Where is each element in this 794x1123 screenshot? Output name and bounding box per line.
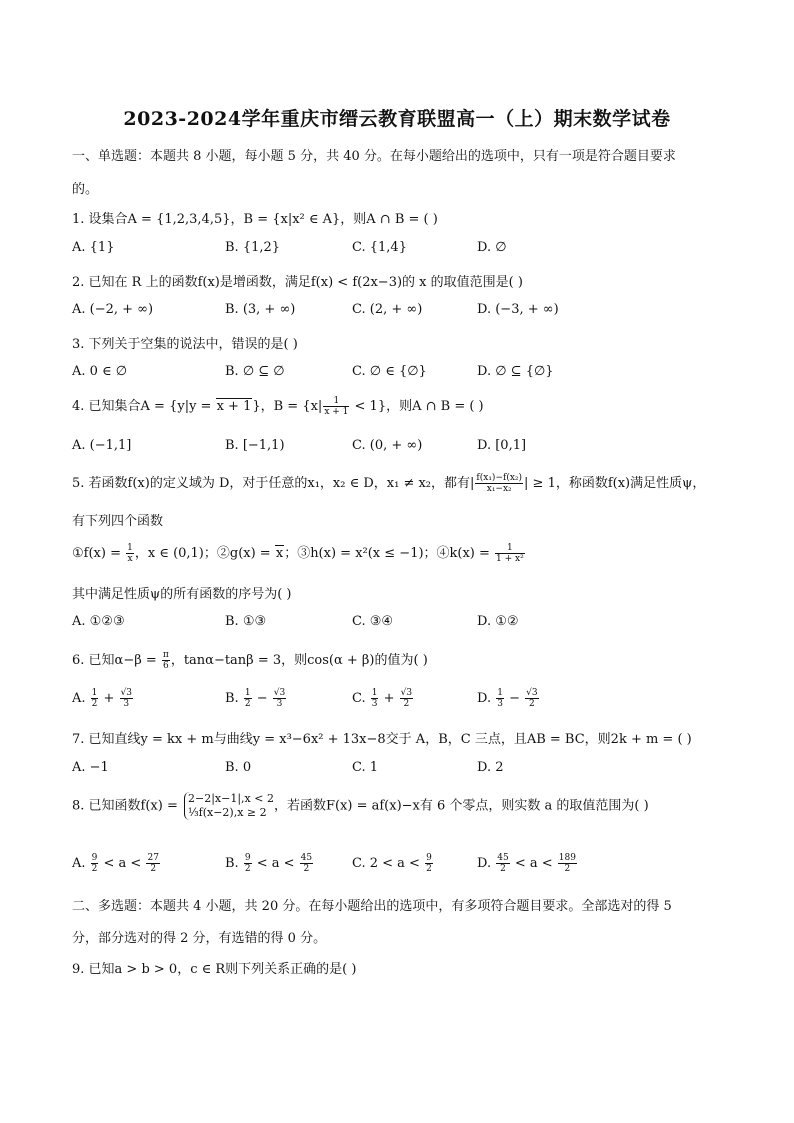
q6-option-c: C. $\frac{1}{3}$ + $\frac{√3}{2}$ bbox=[352, 688, 413, 709]
fraction: $\frac{\text{f(x₁)−f(x₂)}}{\text{x₁−x₂}}$ bbox=[476, 473, 523, 494]
q5-option-c: C. ③④ bbox=[352, 614, 394, 629]
q5-option-a: A. ①②③ bbox=[72, 614, 125, 629]
question-6-options bbox=[72, 688, 632, 716]
q1-option-d: D. ∅ bbox=[477, 240, 507, 255]
question-8-stem: 8. 已知函数f(x) = 2−2|x−1|,x < 2 ⅓f(x−2),x ≥ 2 ，若函数F(x) = af(x)−x有 6 个零点，则实数 a 的取值范围为( ) bbox=[72, 792, 649, 819]
question-8-options bbox=[72, 853, 632, 881]
question-2-stem: 2. 已知在 R 上的函数f(x)是增函数，满足f(x) < f(2x−3)的 x 的取值范围是( ) bbox=[72, 275, 523, 290]
q2-option-b: B. (3, + ∞) bbox=[225, 302, 296, 317]
question-7-options bbox=[72, 760, 632, 782]
question-5-line4: 其中满足性质ψ的所有函数的序号为( ) bbox=[72, 587, 292, 602]
question-5-functions: ①f(x) = $\frac{1}{x}$ ，x ∈ (0,1)；②g(x) = x；③h(x) = x²(x ≤ −1)；④k(x) = $\frac{1}{\text{1 + x²}}$ bbox=[72, 543, 524, 564]
section-1-header-cont: 的。 bbox=[72, 182, 99, 197]
q7-option-b: B. 0 bbox=[225, 760, 252, 775]
q8-option-d: D. $\frac{45}{2}$ < a < $\frac{189}{2}$ bbox=[477, 853, 576, 874]
sqrt-expression: x bbox=[275, 546, 284, 561]
q1-option-a: A. {1} bbox=[72, 240, 115, 255]
question-4-options bbox=[72, 438, 632, 460]
q2-option-a: A. (−2, + ∞) bbox=[72, 302, 154, 317]
question-4-stem: 4. 已知集合A = {y|y = x + 1}，B = {x| $\frac{1}{x + 1}$ < 1}，则A ∩ B = ( ) bbox=[72, 396, 484, 417]
q7-option-a: A. −1 bbox=[72, 760, 109, 775]
question-3-options bbox=[72, 364, 632, 386]
fraction: $\frac{\pi}{6}$ bbox=[162, 650, 169, 671]
q3-option-b: B. ∅ ⊆ ∅ bbox=[225, 364, 285, 379]
sqrt-expression: x + 1 bbox=[216, 399, 252, 414]
q7-option-d: D. 2 bbox=[477, 760, 504, 775]
question-1-options bbox=[72, 240, 632, 262]
fraction: $\frac{1}{x}$ bbox=[127, 543, 133, 564]
question-5-stem: 5. 若函数f(x)的定义域为 D，对于任意的x₁，x₂ ∈ D，x₁ ≠ x₂，都有| $\frac{\text{f(x₁)−f(x₂)}}{\text{x₁−x₂}}$ | ≥ 1，称函数f(x)满足性质ψ， bbox=[72, 473, 706, 494]
q8-option-a: A. $\frac{9}{2}$ < a < $\frac{27}{2}$ bbox=[72, 853, 159, 874]
q5-option-b: B. ①③ bbox=[225, 614, 267, 629]
question-5-options bbox=[72, 614, 632, 636]
question-6-stem: 6. 已知α−β = $\frac{\pi}{6}$ ，tanα−tanβ = 3，则cos(α + β)的值为( ) bbox=[72, 650, 428, 671]
q4-option-d: D. [0,1] bbox=[477, 438, 527, 453]
q4-option-c: C. (0, + ∞) bbox=[352, 438, 423, 453]
exam-title: 2023-2024学年重庆市缙云教育联盟高一（上）期末数学试卷 bbox=[123, 108, 671, 130]
q8-option-b: B. $\frac{9}{2}$ < a < $\frac{45}{2}$ bbox=[225, 853, 313, 874]
q2-option-d: D. (−3, + ∞) bbox=[477, 302, 559, 317]
q1-option-b: B. {1,2} bbox=[225, 240, 281, 255]
q6-option-a: A. $\frac{1}{2}$ + $\frac{√3}{3}$ bbox=[72, 688, 133, 709]
question-2-options bbox=[72, 302, 632, 324]
fraction: $\frac{1}{x + 1}$ bbox=[324, 396, 349, 417]
section-2-header-cont: 分，部分选对的得 2 分，有选错的得 0 分。 bbox=[72, 931, 327, 946]
q7-option-c: C. 1 bbox=[352, 760, 379, 775]
q4-option-a: A. (−1,1] bbox=[72, 438, 132, 453]
q3-option-c: C. ∅ ∈ {∅} bbox=[352, 364, 427, 379]
question-1-stem: 1. 设集合A = {1,2,3,4,5}，B = {x|x² ∈ A}，则A ∩ B = ( ) bbox=[72, 212, 438, 227]
q1-option-c: C. {1,4} bbox=[352, 240, 407, 255]
q4-option-b: B. [−1,1) bbox=[225, 438, 285, 453]
q8-option-c: C. 2 < a < $\frac{9}{2}$ bbox=[352, 853, 432, 874]
question-3-stem: 3. 下列关于空集的说法中，错误的是( ) bbox=[72, 337, 298, 352]
section-1-header: 一、单选题：本题共 8 小题，每小题 5 分，共 40 分。在每小题给出的选项中，只有一项是符合题目要求 bbox=[72, 149, 676, 164]
q3-option-d: D. ∅ ⊆ {∅} bbox=[477, 364, 554, 379]
q6-option-d: D. $\frac{1}{3}$ − $\frac{√3}{2}$ bbox=[477, 688, 538, 709]
question-5-line2: 有下列四个函数 bbox=[72, 514, 164, 529]
piecewise-function: 2−2|x−1|,x < 2 ⅓f(x−2),x ≥ 2 bbox=[184, 792, 274, 820]
fraction: $\frac{1}{\text{1 + x²}}$ bbox=[496, 543, 524, 564]
q6-option-b: B. $\frac{1}{2}$ − $\frac{√3}{3}$ bbox=[225, 688, 286, 709]
question-9-stem: 9. 已知a > b > 0，c ∈ R则下列关系正确的是( ) bbox=[72, 962, 357, 977]
q2-option-c: C. (2, + ∞) bbox=[352, 302, 423, 317]
q3-option-a: A. 0 ∈ ∅ bbox=[72, 364, 128, 379]
question-7-stem: 7. 已知直线y = kx + m与曲线y = x³−6x² + 13x−8交于 A，B，C 三点，且AB = BC，则2k + m = ( ) bbox=[72, 732, 692, 747]
q5-option-d: D. ①② bbox=[477, 614, 519, 629]
section-2-header: 二、多选题：本题共 4 小题，共 20 分。在每小题给出的选项中，有多项符合题目要求。全部选对的得 5 bbox=[72, 899, 672, 914]
